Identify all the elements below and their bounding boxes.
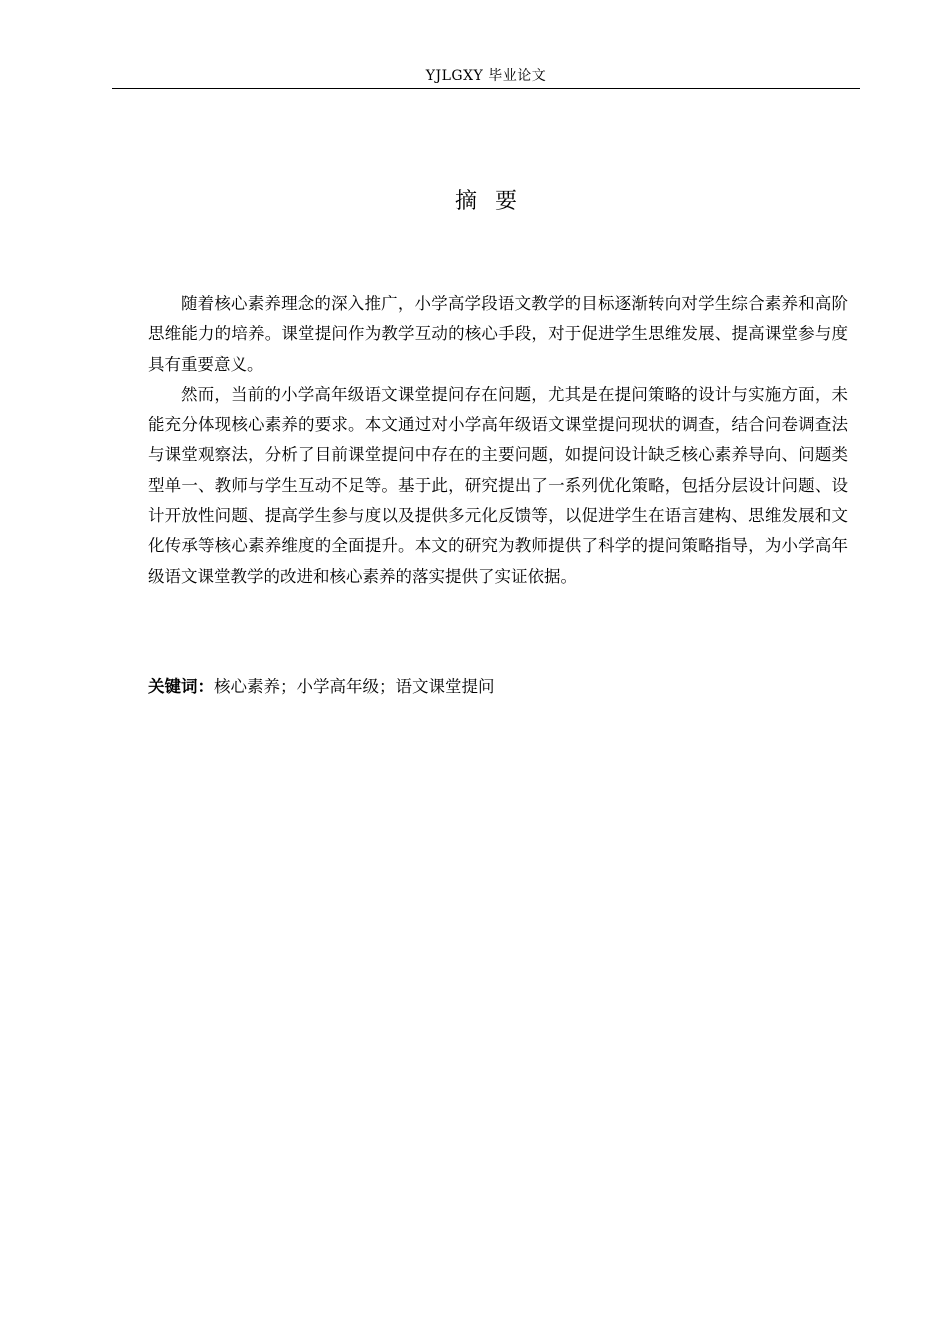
header-rule	[112, 88, 860, 89]
keywords-label: 关键词：	[148, 677, 214, 696]
abstract-title: 摘要	[454, 189, 535, 214]
abstract-paragraph: 然而，当前的小学高年级语文课堂提问存在问题，尤其是在提问策略的设计与实施方面，未能充分体现核心素养的要求。本文通过对小学高年级语文课堂提问现状的调查，结合问卷调查法与课堂观察法，分析了目前课堂提问中存在的主要问题，如提问设计缺乏核心素养导向、问题类型单一、教师与学生互动不足等。基于此，研究提出了一系列优化策略，包括分层设计问题、设计开放性问题、提高学生参与度以及提供多元化反馈等，以促进学生在语言建构、思维发展和文化传承等核心素养维度的全面提升。本文的研究为教师提供了科学的提问策略指导，为小学高年级语文课堂教学的改进和核心素养的落实提供了实证依据。	[148, 384, 848, 586]
keywords-text: 核心素养；小学高年级；语文课堂提问	[214, 677, 495, 696]
abstract-paragraph: 随着核心素养理念的深入推广，小学高学段语文教学的目标逐渐转向对学生综合素养和高阶思维能力的培养。课堂提问作为教学互动的核心手段，对于促进学生思维发展、提高课堂参与度具有重要意义。	[148, 294, 848, 374]
keywords-line	[148, 672, 848, 702]
running-header: YJLGXY 毕业论文	[425, 68, 547, 84]
abstract-body	[148, 289, 848, 592]
